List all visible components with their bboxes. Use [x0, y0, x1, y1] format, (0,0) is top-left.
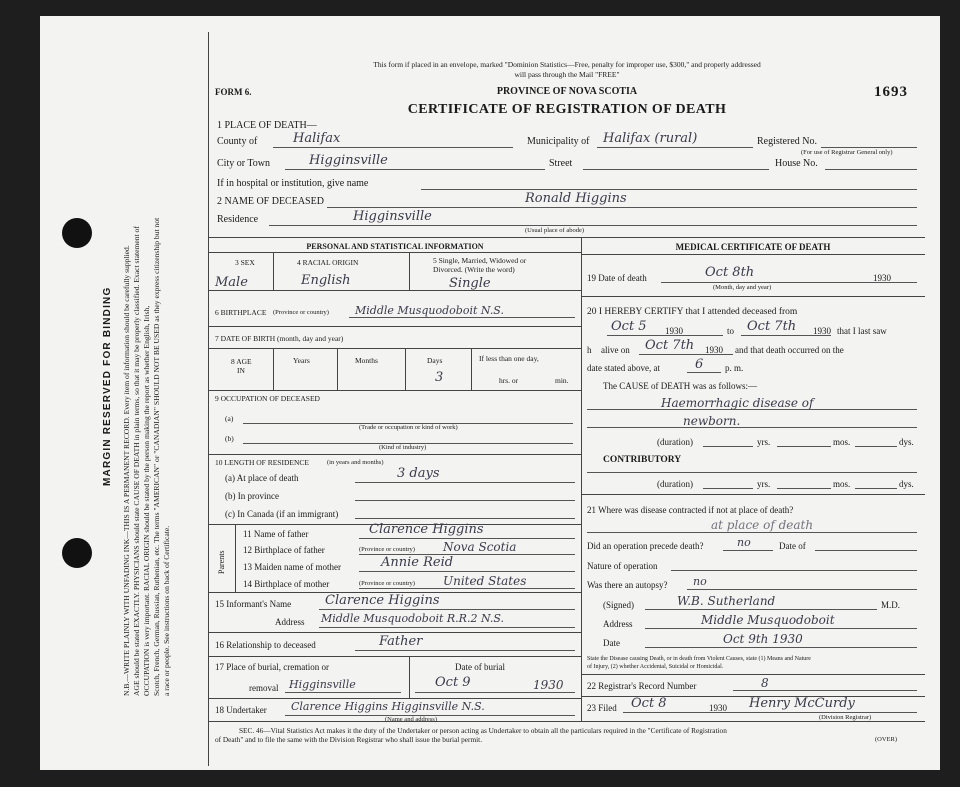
rule: [587, 409, 917, 410]
birthplace-label: 6 BIRTHPLACE: [215, 308, 267, 317]
date-stated-label: date stated above, at: [587, 363, 660, 373]
certificate-number: 1693: [874, 84, 908, 100]
registered-number-line: [821, 147, 917, 148]
rule: [209, 632, 581, 633]
deceased-name-line: [327, 207, 917, 208]
cause-yrs-label: yrs.: [757, 437, 771, 447]
record-number-value: 8: [761, 676, 769, 690]
rule: [703, 446, 753, 447]
rule: [587, 472, 917, 473]
autopsy-label: Was there an autopsy?: [587, 580, 668, 590]
last-alive-year: 1930: [705, 345, 723, 355]
rule: [703, 488, 753, 489]
contracted-value: at place of death: [711, 518, 814, 532]
date-of-death-label: 19 Date of death: [587, 273, 647, 283]
cause-label: The CAUSE of DEATH was as follows:—: [603, 381, 757, 391]
attended-from-value: Oct 5: [611, 319, 647, 334]
rule: [855, 488, 897, 489]
rule: [409, 252, 410, 290]
state-disease-note-2: of Injury, (2) whether Accidental, Suicidal or Homicidal.: [587, 664, 724, 670]
rule: [471, 348, 472, 390]
street-line: [583, 169, 769, 170]
hospital-label: If in hospital or institution, give name: [217, 178, 369, 189]
autopsy-value: no: [693, 575, 707, 588]
occupation-b-note: (Kind of industry): [379, 444, 427, 451]
margin-note-1: N.B.—WRITE PLAINLY WITH UNFADING INK—THIS IS A PERMANENT RECORD. Every item of information should be carefully supplied.: [122, 245, 131, 696]
rule: [209, 656, 581, 657]
rule: [337, 348, 338, 390]
rule: [581, 296, 925, 297]
city-value: Higginsville: [309, 153, 388, 168]
rule: [319, 609, 575, 610]
racial-origin-label: 4 RACIAL ORIGIN: [297, 258, 359, 267]
rule: [581, 674, 925, 675]
registrar-note: (Division Registrar): [819, 714, 872, 721]
rule: [581, 494, 925, 495]
registrar-signature: Henry McCurdy: [749, 696, 855, 711]
death-occurred-label: and that death occurred on the: [735, 345, 844, 355]
rule: [645, 628, 917, 629]
rule: [405, 348, 406, 390]
cause-dys-label: dys.: [899, 437, 914, 447]
cause-mos-label: mos.: [833, 437, 851, 447]
undertaker-label: 18 Undertaker: [215, 705, 267, 715]
cause-value-1: Haemorrhagic disease of: [661, 396, 814, 410]
attended-to-value: Oct 7th: [747, 319, 797, 334]
county-line: [273, 147, 513, 148]
at-place-value: 3 days: [397, 466, 440, 481]
age-label-2: IN: [237, 366, 245, 375]
rule: [777, 446, 831, 447]
place-of-death-heading: 1 PLACE OF DEATH—: [217, 120, 317, 131]
rule: [587, 532, 917, 533]
rule: [671, 570, 917, 571]
mother-name-value: Annie Reid: [381, 555, 454, 570]
rule: [359, 538, 575, 539]
at-place-label: (a) At place of death: [225, 473, 299, 483]
rule: [687, 589, 917, 590]
last-alive-value: Oct 7th: [645, 338, 695, 353]
residence-value: Higginsville: [353, 209, 432, 224]
father-birthplace-value: Nova Scotia: [443, 540, 517, 554]
length-residence-label: 10 LENGTH OF RESIDENCE: [215, 458, 309, 467]
municipality-line: [597, 147, 753, 148]
mother-birthplace-label: 14 Birthplace of mother: [243, 579, 330, 589]
rule: [235, 524, 236, 592]
rule: [209, 721, 925, 722]
county-label: County of: [217, 136, 258, 147]
rule: [273, 252, 274, 290]
column-divider: [581, 237, 582, 721]
burial-year: 1930: [533, 678, 564, 692]
marital-label-2: Divorced. (Write the word): [433, 265, 515, 274]
contributory-mos-label: mos.: [833, 479, 851, 489]
sex-label: 3 SEX: [235, 258, 255, 267]
binding-margin-label: MARGIN RESERVED FOR BINDING: [102, 286, 113, 486]
operation-date-label: Date of: [779, 541, 806, 551]
age-days-value: 3: [435, 370, 444, 385]
alive-on-label: alive on: [601, 345, 630, 355]
municipality-label: Municipality of: [527, 136, 590, 147]
days-label: Days: [427, 356, 443, 365]
informant-address-value: Middle Musquodoboit R.R.2 N.S.: [321, 612, 505, 625]
relationship-label: 16 Relationship to deceased: [215, 640, 316, 650]
informant-label: 15 Informant's Name: [215, 599, 292, 609]
in-province-label: (b) In province: [225, 491, 279, 501]
rule: [581, 254, 925, 255]
province-heading: PROVINCE OF NOVA SCOTIA: [496, 86, 638, 97]
rule: [209, 454, 581, 455]
rule: [415, 692, 575, 693]
md-label: M.D.: [881, 600, 901, 610]
footer-note-2: of Death" and to file the same with the Division Registrar who shall issue the burial permit.: [215, 735, 483, 744]
occupation-a: (a): [225, 414, 234, 423]
filed-year: 1930: [709, 703, 727, 713]
in-canada-label: (c) In Canada (if an immigrant): [225, 509, 339, 519]
rule: [359, 571, 575, 572]
sex-value: Male: [215, 275, 248, 290]
rule: [319, 627, 575, 628]
last-saw-label: that I last saw: [837, 326, 887, 336]
house-number-line: [825, 169, 917, 170]
removal-label: removal: [249, 683, 279, 693]
months-label: Months: [355, 356, 378, 365]
cause-duration-label: (duration): [657, 437, 693, 447]
father-birthplace-note: (Province or country): [359, 546, 415, 553]
certificate-paper: [40, 16, 940, 770]
state-disease-note-1: State the Disease causing Death, or in death from Violent Causes, state (1) Means and Nature: [587, 656, 811, 662]
occupation-label: 9 OCCUPATION OF DECEASED: [215, 394, 320, 403]
time-of-death-value: 6: [695, 357, 704, 372]
house-number-label: House No.: [775, 158, 818, 169]
rule: [355, 500, 575, 501]
physician-address-label: Address: [603, 619, 633, 629]
certify-label: 20 I HEREBY CERTIFY that I attended deceased from: [587, 307, 798, 317]
rule: [355, 518, 575, 519]
rule: [209, 390, 581, 391]
birthplace-note: (Province or country): [273, 309, 329, 316]
length-residence-note: (in years and months): [327, 459, 384, 466]
rule: [209, 326, 581, 327]
contributory-yrs-label: yrs.: [757, 479, 771, 489]
physician-address-value: Middle Musquodoboit: [701, 613, 835, 627]
city-label: City or Town: [217, 158, 271, 169]
registered-number-label: Registered No.: [757, 136, 817, 147]
margin-note-2: AGE should be stated EXACTLY. PHYSICIANS should state CAUSE OF DEATH in plain terms, so that it may be properly classified. Exact statement of: [132, 226, 141, 696]
operation-label: Did an operation precede death?: [587, 541, 704, 551]
father-birthplace-label: 12 Birthplace of father: [243, 545, 325, 555]
physician-date-value: Oct 9th 1930: [723, 632, 803, 646]
rule: [855, 446, 897, 447]
footer-note-1: SEC. 46—Vital Statistics Act makes it the duty of the Undertaker or person acting as Undertaker to obtain all the particulars required in the "Certificate of Registration: [239, 726, 727, 735]
undertaker-value: Clarence Higgins Higginsville N.S.: [291, 700, 485, 713]
rule: [273, 348, 274, 390]
physician-date-label: Date: [603, 638, 620, 648]
nature-of-operation-label: Nature of operation: [587, 561, 658, 571]
deceased-name-label: 2 NAME OF DECEASED: [217, 196, 324, 207]
occupation-a-note: (Trade or occupation or kind of work): [359, 424, 458, 431]
margin-note-5: a race or people. See instructions on back of Certificate.: [162, 525, 171, 696]
margin-note-3: OCCUPATION is very important. RACIAL ORIGIN should be stated by the person making the report as whether English, Irish,: [142, 305, 151, 696]
death-certificate-form: [208, 32, 925, 766]
rule: [209, 252, 581, 253]
residence-label: Residence: [217, 214, 259, 225]
occupation-b: (b): [225, 434, 234, 443]
city-line: [285, 169, 545, 170]
mother-name-label: 13 Maiden name of mother: [243, 562, 341, 572]
attended-from-year: 1930: [665, 326, 683, 336]
margin-note-4: Scotch, French, German, Russian, Ruthenian, etc. The terms "AMERICAN" or "CANADIAN" SHOULD NOT BE USED as they express citizenship but not: [152, 217, 161, 696]
date-of-death-value: Oct 8th: [705, 265, 755, 280]
father-name-label: 11 Name of father: [243, 529, 309, 539]
cause-value-2: newborn.: [683, 414, 741, 428]
dob-label: 7 DATE OF BIRTH (month, day and year): [215, 334, 344, 343]
hospital-line: [421, 189, 917, 190]
parents-label: Parents: [217, 550, 226, 574]
date-of-death-year: 1930: [873, 273, 891, 283]
date-of-death-note: (Month, day and year): [713, 284, 772, 291]
physician-signature: W.B. Sutherland: [677, 594, 776, 608]
envelope-notice-1: This form if placed in an envelope, marked "Dominion Statistics—Free, penalty for improper use, $300," and properly addressed: [373, 60, 761, 69]
record-number-label: 22 Registrar's Record Number: [587, 681, 697, 691]
registered-note: (For use of Registrar General only): [801, 149, 893, 156]
contributory-label: CONTRIBUTORY: [603, 455, 682, 465]
rule: [209, 290, 581, 291]
street-label: Street: [549, 158, 573, 169]
rule: [209, 698, 581, 699]
certificate-title: CERTIFICATE OF REGISTRATION OF DEATH: [407, 102, 727, 117]
section-divider: [209, 237, 925, 238]
operation-value: no: [737, 536, 751, 549]
deceased-name-value: Ronald Higgins: [525, 191, 627, 206]
racial-origin-value: English: [301, 273, 351, 288]
father-name-value: Clarence Higgins: [369, 522, 484, 537]
rule: [623, 712, 917, 713]
burial-date-value: Oct 9: [435, 675, 471, 690]
marital-label-1: 5 Single, Married, Widowed or: [433, 256, 527, 265]
burial-label: 17 Place of burial, cremation or: [215, 662, 329, 672]
rule: [815, 550, 917, 551]
age-label-1: 8 AGE: [231, 357, 252, 366]
years-label: Years: [293, 356, 310, 365]
over-note: (OVER): [875, 736, 898, 743]
personal-info-heading: PERSONAL AND STATISTICAL INFORMATION: [306, 242, 484, 251]
rule: [723, 550, 773, 551]
envelope-notice-2: will pass through the Mail "FREE": [514, 70, 620, 79]
contributory-dys-label: dys.: [899, 479, 914, 489]
binding-margin: [44, 16, 194, 770]
rule: [645, 609, 877, 610]
informant-value: Clarence Higgins: [325, 593, 440, 608]
pm-label: p. m.: [725, 363, 744, 373]
county-value: Halifax: [293, 131, 341, 146]
relationship-value: Father: [379, 634, 423, 649]
rule: [687, 372, 721, 373]
attended-to-year: 1930: [813, 326, 831, 336]
informant-address-label: Address: [275, 617, 305, 627]
rule: [645, 647, 917, 648]
form-number: FORM 6.: [215, 87, 252, 97]
rule: [587, 427, 917, 428]
alive-prefix: h: [587, 345, 592, 355]
marital-value: Single: [449, 276, 491, 291]
residence-note: (Usual place of abode): [525, 227, 585, 234]
filed-label: 23 Filed: [587, 703, 617, 713]
mother-birthplace-value: United States: [443, 574, 527, 588]
filed-value: Oct 8: [631, 696, 667, 711]
rule: [355, 650, 575, 651]
less-than-day-label: If less than one day,: [479, 354, 539, 363]
contracted-label: 21 Where was disease contracted if not at place of death?: [587, 505, 794, 515]
signed-label: (Signed): [603, 600, 634, 610]
birthplace-value: Middle Musquodoboit N.S.: [355, 304, 504, 317]
undertaker-note: (Name and address): [385, 716, 437, 723]
min-label: min.: [555, 376, 569, 385]
rule: [359, 588, 575, 589]
rule: [777, 488, 831, 489]
mother-birthplace-note: (Province or country): [359, 580, 415, 587]
rule: [285, 692, 401, 693]
medical-heading: MEDICAL CERTIFICATE OF DEATH: [675, 242, 831, 252]
rule: [733, 690, 917, 691]
burial-date-label: Date of burial: [455, 662, 505, 672]
municipality-value: Halifax (rural): [603, 131, 698, 146]
to-label: to: [727, 326, 735, 336]
hrs-label: hrs. or: [499, 376, 519, 385]
burial-place-value: Higginsville: [289, 678, 356, 691]
residence-line: [269, 225, 917, 226]
contributory-duration-label: (duration): [657, 479, 693, 489]
rule: [355, 482, 575, 483]
rule: [409, 656, 410, 698]
rule: [209, 348, 581, 349]
